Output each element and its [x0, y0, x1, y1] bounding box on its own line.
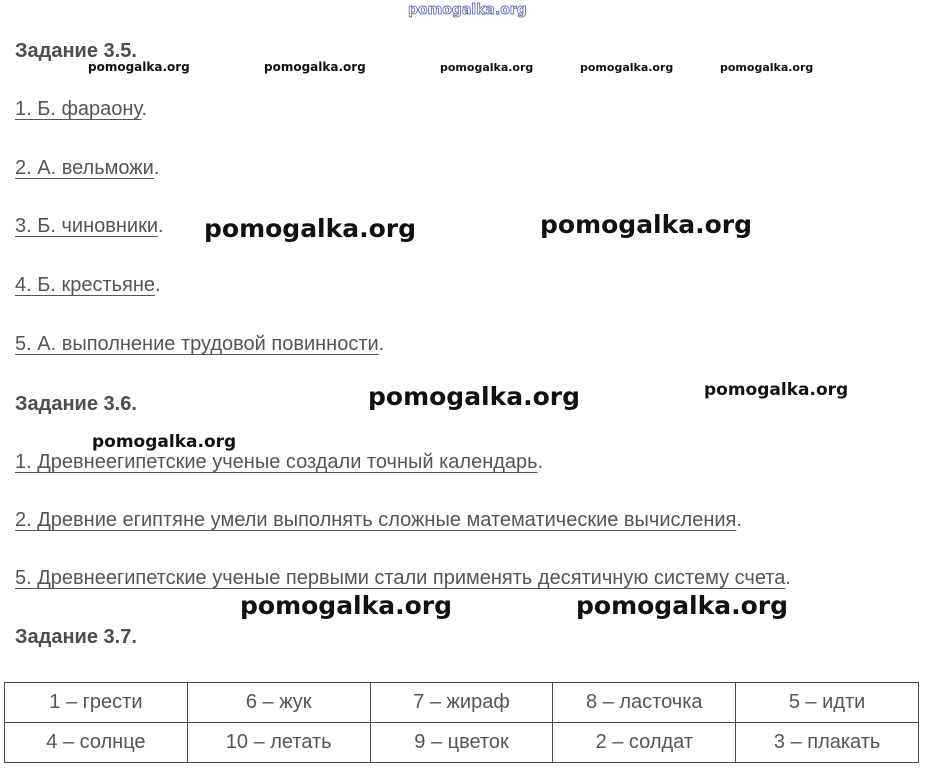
table-row: [5, 683, 919, 723]
answer-text: 5. Древнеегипетские ученые первыми стали применять десятичную систему счета: [15, 567, 786, 589]
table-cell: 6 – жук: [187, 683, 370, 723]
watermark: pomogalka.org: [720, 61, 814, 74]
watermark: pomogalka.org: [368, 382, 581, 411]
watermark: pomogalka.org: [576, 591, 789, 620]
answer-text: 2. Древние египтяне умели выполнять сложные математические вычисления: [15, 509, 737, 531]
watermark: pomogalka.org: [540, 210, 753, 239]
task-3-5-answer-3: [15, 215, 164, 238]
watermark: pomogalka.org: [88, 60, 190, 74]
watermark: pomogalka.org: [240, 591, 453, 620]
task-3-6-title: Задание 3.6.: [15, 393, 137, 415]
answer-text: 2. А. вельможи: [15, 157, 154, 179]
task-3-6-answer-1: [15, 451, 543, 474]
table-cell: 8 – ласточка: [553, 683, 736, 723]
task-3-5-answer-5: [15, 333, 384, 356]
answer-period: .: [155, 274, 161, 296]
watermark: pomogalka.org: [92, 432, 237, 452]
table-cell: 7 – жираф: [370, 683, 553, 723]
task-3-5-answer-4: [15, 274, 161, 297]
task-3-5-title: Задание 3.5.: [15, 40, 137, 62]
task-3-5-answer-1: [15, 98, 147, 121]
task-3-6-answer-3: [15, 567, 791, 590]
watermark: pomogalka.org: [580, 61, 674, 74]
matching-table: [4, 682, 919, 763]
task-3-5-answer-2: [15, 157, 159, 180]
answer-text: 3. Б. чиновники: [15, 215, 158, 237]
answer-period: .: [378, 333, 385, 355]
task-3-7-title: Задание 3.7.: [15, 626, 137, 648]
watermark: pomogalka.org: [704, 380, 849, 400]
table-cell: 1 – грести: [5, 683, 188, 723]
watermark: pomogalka.org: [264, 60, 366, 74]
answer-period: .: [158, 215, 164, 237]
table-row: [5, 723, 919, 763]
answer-period: .: [537, 451, 544, 473]
answer-text: 1. Древнеегипетские ученые создали точный календарь: [15, 451, 538, 473]
answer-period: .: [736, 509, 742, 531]
watermark: pomogalka.org: [204, 214, 417, 243]
watermark-top: pomogalka.org: [408, 2, 527, 18]
answer-period: .: [785, 567, 791, 589]
answer-period: .: [141, 98, 148, 120]
answer-text: 1. Б. фараону: [15, 98, 142, 120]
answer-period: .: [153, 157, 160, 179]
task-3-6-answer-2: [15, 509, 742, 532]
table-cell: 10 – летать: [187, 723, 370, 763]
watermark: pomogalka.org: [440, 61, 534, 74]
table-cell: 2 – солдат: [553, 723, 736, 763]
table-cell: 4 – солнце: [5, 723, 188, 763]
table-cell: 9 – цветок: [370, 723, 553, 763]
table-cell: 3 – плакать: [736, 723, 919, 763]
answer-text: 5. А. выполнение трудовой повинности: [15, 333, 379, 355]
table-cell: 5 – идти: [736, 683, 919, 723]
answer-text: 4. Б. крестьяне: [15, 274, 156, 296]
